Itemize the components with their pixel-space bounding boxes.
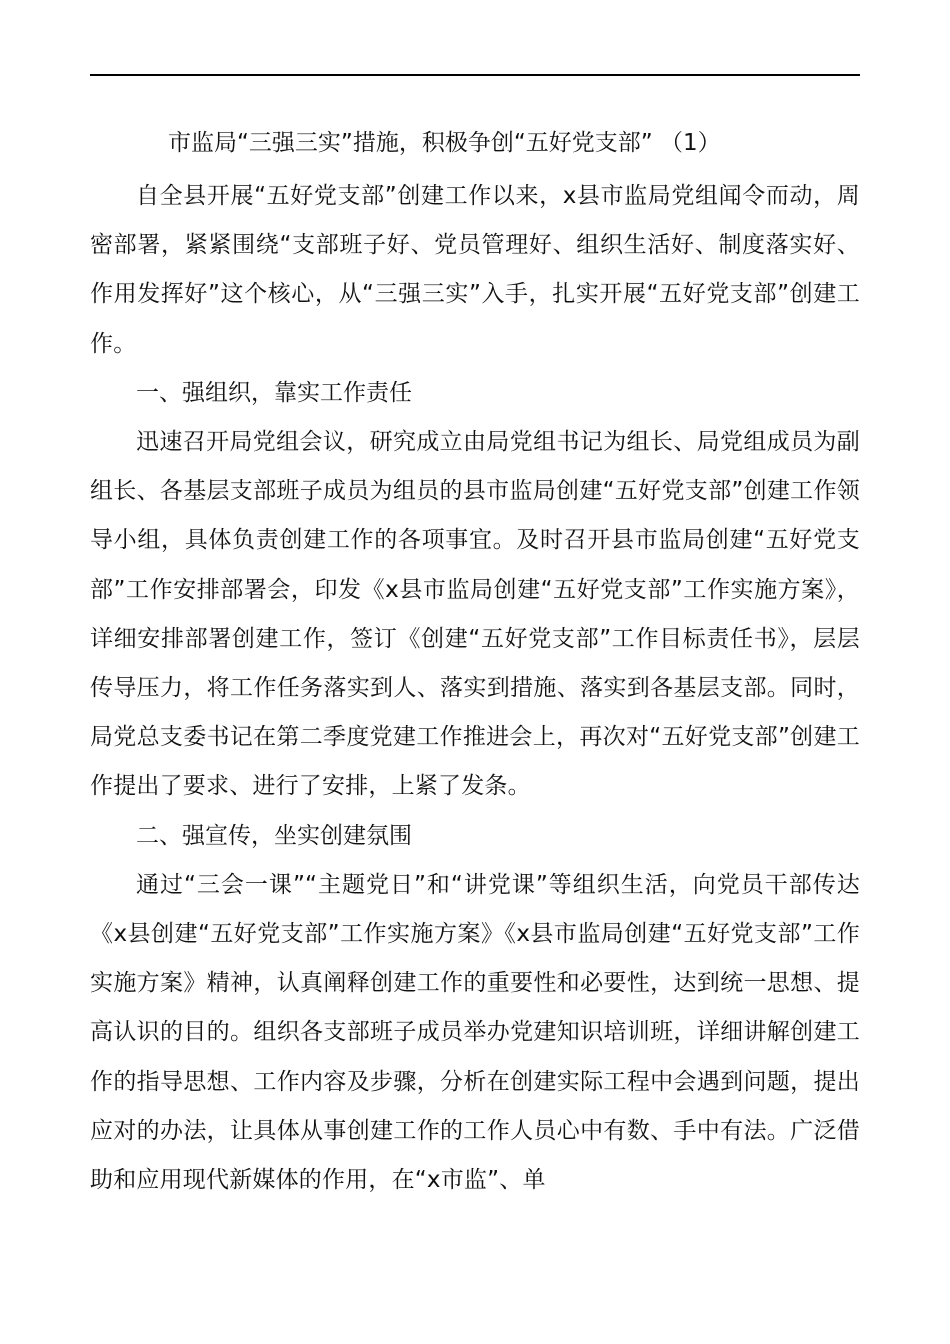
header-rule xyxy=(90,74,860,76)
section-heading-1: 一、强组织，靠实工作责任 xyxy=(136,379,412,406)
document-body xyxy=(90,118,860,1205)
section-2-paragraph: 通过“三会一课”“主题党日”和“讲党课”等组织生活，向党员干部传达《x县创建“五好党支部”工作实施方案》《x县市监局创建“五好党支部”工作实施方案》精神，认真阐释创建工作的重要性和必要性，达到统一思想、提高认识的目的。组织各支部班子成员举办党建知识培训班，详细讲解创建工作的指导思想、工作内容及步骤，分析在创建实际工程中会遇到问题，提出应对的办法，让具体从事创建工作的工作人员心中有数、手中有法。广泛借助和应用现代新媒体的作用，在“x市监”、单 xyxy=(90,871,860,1194)
document-title: 市监局“三强三实”措施，积极争创“五好党支部” （1） xyxy=(168,130,721,156)
section-1-paragraph: 迅速召开局党组会议，研究成立由局党组书记为组长、局党组成员为副组长、各基层支部班子成员为组员的县市监局创建“五好党支部”创建工作领导小组，具体负责创建工作的各项事宜。及时召开县市监局创建“五好党支部”工作安排部署会，印发《x县市监局创建“五好党支部”工作实施方案》，详细安排部署创建工作，签订《创建“五好党支部”工作目标责任书》，层层传导压力，将工作任务落实到人、落实到措施、落实到各基层支部。同时，局党总支委书记在第二季度党建工作推进会上，再次对“五好党支部”创建工作提出了要求、进行了安排，上紧了发条。 xyxy=(90,429,860,800)
section-heading-2: 二、强宣传，坐实创建氛围 xyxy=(136,822,412,849)
intro-paragraph: 自全县开展“五好党支部”创建工作以来，x县市监局党组闻令而动，周密部署，紧紧围绕“支部班子好、党员管理好、组织生活好、制度落实好、作用发挥好”这个核心，从“三强三实”入手，扎实开展“五好党支部”创建工作。 xyxy=(90,183,860,357)
